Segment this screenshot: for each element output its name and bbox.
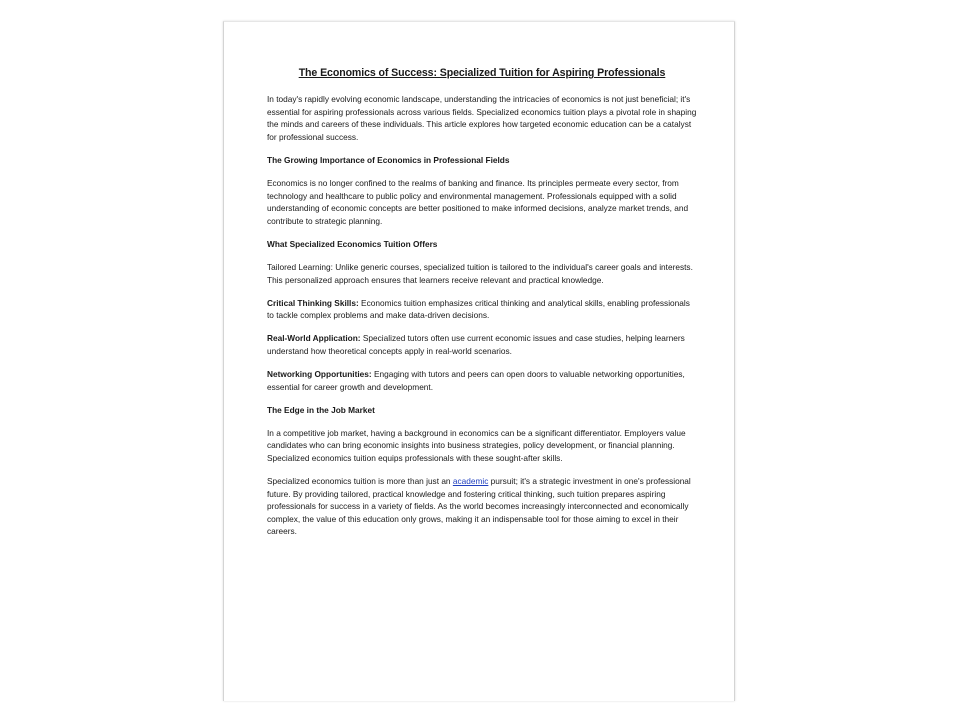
networking-label: Networking Opportunities: [267, 369, 372, 379]
job-market-paragraph: In a competitive job market, having a background in economics can be a significant differentiator. Employers value candidates who can bring economic insights into business strategies, policy development, or financial planning. Specialized economics tuition equips professionals with these sought-after skills. [267, 427, 686, 463]
section-heading-job-market: The Edge in the Job Market [267, 404, 375, 415]
intro-paragraph: In today's rapidly evolving economic landscape, understanding the intricacies of economics is not just beneficial; it's essential for aspiring professionals across various fields. Specialized economics tuition plays a pivotal role in shaping the minds and careers of these individuals. This article explores how targeted economic education can be a catalyst for professional success. [267, 94, 697, 142]
critical-thinking-paragraph [267, 297, 697, 322]
real-world-paragraph [267, 332, 697, 357]
networking-paragraph [267, 368, 697, 393]
document-content [267, 67, 697, 549]
academic-link[interactable]: academic [452, 476, 489, 487]
conclusion-text-before: Specialized economics tuition is more than just an [267, 476, 453, 487]
real-world-text: Specialized tutors often use current economic issues and case studies, helping learners understand how theoretical concepts apply in real-world scenarios. [267, 333, 685, 356]
networking-text: Engaging with tutors and peers can open doors to valuable networking opportunities, essential for career growth and development. [267, 369, 685, 392]
document-title: The Economics of Success: Specialized Tuition for Aspiring Professionals [298, 67, 666, 79]
critical-thinking-label: Critical Thinking Skills: [267, 297, 359, 308]
real-world-label: Real-World Application: [267, 333, 361, 344]
conclusion-paragraph [267, 475, 697, 538]
critical-thinking-text: Economics tuition emphasizes critical thinking and analytical skills, enabling professionals to tackle complex problems and make data-driven decisions. [267, 297, 690, 321]
importance-paragraph: Economics is no longer confined to the realms of banking and finance. Its principles permeate every sector, from technology and healthcare to public policy and environmental management. Professionals equipped with a solid understanding of economic concepts are better positioned to make informed decisions, analyze market trends, and contribute to strategic planning. [267, 177, 689, 226]
conclusion-text-after: pursuit; it's a strategic investment in one's professional future. By providing tailored, practical knowledge and fostering critical thinking, such tuition prepares aspiring professionals for success in a variety of fields. As the world becomes increasingly interconnected and economically complex, the value of this education only grows, making it an indispensable tool for those aiming to excel in their careers. [267, 476, 691, 537]
document-page [223, 21, 735, 701]
tailored-learning-paragraph: Tailored Learning: Unlike generic courses, specialized tuition is tailored to the individual's career goals and interests. This personalized approach ensures that learners receive relevant and practical knowledge. [267, 261, 693, 285]
section-heading-importance: The Growing Importance of Economics in Professional Fields [267, 154, 510, 165]
section-heading-offers: What Specialized Economics Tuition Offers [267, 238, 438, 249]
